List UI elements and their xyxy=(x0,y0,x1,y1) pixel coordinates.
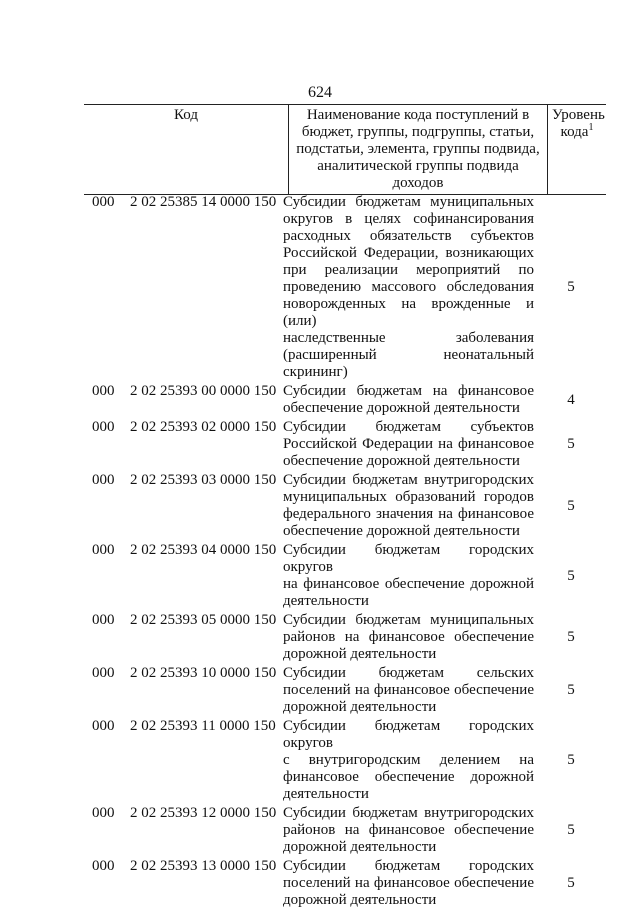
row-code: 2 02 25393 00 0000 150 xyxy=(130,383,277,399)
row-name-line: дорожной деятельности xyxy=(283,699,437,715)
header-name-line: подстатьи, элемента, группы подвида, xyxy=(296,141,540,157)
row-name-line: обеспечение дорожной деятельности xyxy=(283,523,520,539)
row-name-line: новорожденных на врожденные и (или) xyxy=(283,296,534,329)
row-level: 4 xyxy=(567,391,575,408)
row-name-line: (расширенный неонатальный скрининг) xyxy=(283,347,534,380)
row-name-line: Субсидии бюджетам городских округов xyxy=(283,718,534,751)
row-name-line: проведению массового обследования xyxy=(283,279,534,295)
row-level: 5 xyxy=(567,497,575,514)
row-name-line: расходных обязательств субъектов xyxy=(283,228,534,244)
row-name-line: районов на финансовое обеспечение xyxy=(283,822,534,838)
row-name-line: Субсидии бюджетам городских xyxy=(283,858,534,874)
row-name-line: Субсидии бюджетам муниципальных xyxy=(283,194,534,210)
row-prefix: 000 xyxy=(92,383,115,399)
table-header xyxy=(84,104,606,195)
row-name xyxy=(283,858,534,909)
row-name-line: Субсидии бюджетам субъектов xyxy=(283,419,534,435)
row-name-line: деятельности xyxy=(283,786,369,802)
row-code: 2 02 25385 14 0000 150 xyxy=(130,194,277,210)
row-prefix: 000 xyxy=(92,805,115,821)
row-name xyxy=(283,805,534,856)
row-name xyxy=(283,665,534,716)
header-level-line1: Уровень xyxy=(552,107,605,123)
row-name xyxy=(283,612,534,663)
row-level: 5 xyxy=(567,567,575,584)
header-name-line: бюджет, группы, подгруппы, статьи, xyxy=(301,124,535,140)
row-code: 2 02 25393 04 0000 150 xyxy=(130,542,277,558)
table-row xyxy=(0,858,640,909)
table-row xyxy=(0,612,640,663)
row-name-line: дорожной деятельности xyxy=(283,892,437,908)
table-row xyxy=(0,419,640,470)
row-prefix: 000 xyxy=(92,665,115,681)
row-name-line: с внутригородским делением на xyxy=(283,752,534,768)
header-code: Код xyxy=(84,105,289,195)
row-name-line: наследственные заболевания xyxy=(283,330,534,346)
row-code: 2 02 25393 05 0000 150 xyxy=(130,612,277,628)
row-name-line: Российской Федерации на финансовое xyxy=(283,436,534,452)
row-name-line: муниципальных образований городов xyxy=(283,489,534,505)
table-row xyxy=(0,665,640,716)
row-name-line: Российской Федерации, возникающих xyxy=(283,245,534,261)
table-row xyxy=(0,194,640,381)
row-name-line: Субсидии бюджетам на финансовое xyxy=(283,383,534,399)
row-name-line: поселений на финансовое обеспечение xyxy=(283,875,534,891)
row-name xyxy=(283,194,534,381)
row-prefix: 000 xyxy=(92,472,115,488)
row-name-line: федерального значения на финансовое xyxy=(283,506,534,522)
row-name-line: Субсидии бюджетам муниципальных xyxy=(283,612,534,628)
row-name xyxy=(283,542,534,610)
row-level: 5 xyxy=(567,875,575,891)
row-code: 2 02 25393 13 0000 150 xyxy=(130,858,277,874)
row-prefix: 000 xyxy=(92,612,115,628)
row-name-line: дорожной деятельности xyxy=(283,839,437,855)
row-name-line: финансовое обеспечение дорожной xyxy=(283,769,534,785)
row-code: 2 02 25393 10 0000 150 xyxy=(130,665,277,681)
table-row xyxy=(0,383,640,417)
row-name xyxy=(283,718,534,803)
row-name-line: обеспечение дорожной деятельности xyxy=(283,400,520,416)
row-name xyxy=(283,383,534,417)
header-level-line2: кода xyxy=(560,124,589,140)
row-prefix: 000 xyxy=(92,419,115,435)
row-name-line: на финансовое обеспечение дорожной xyxy=(283,576,534,592)
row-level: 5 xyxy=(567,752,575,768)
row-level: 5 xyxy=(567,629,575,645)
row-name-line: дорожной деятельности xyxy=(283,646,437,662)
table-row xyxy=(0,472,640,540)
row-code: 2 02 25393 03 0000 150 xyxy=(130,472,277,488)
row-name-line: деятельности xyxy=(283,593,369,609)
row-level: 5 xyxy=(567,822,575,838)
row-name-line: поселений на финансовое обеспечение xyxy=(283,682,534,698)
row-prefix: 000 xyxy=(92,194,115,210)
row-name-line: Субсидии бюджетам внутригородских xyxy=(283,472,534,488)
row-name-line: Субсидии бюджетам внутригородских xyxy=(283,805,534,821)
row-name-line: районов на финансовое обеспечение xyxy=(283,629,534,645)
table-row xyxy=(0,805,640,856)
row-prefix: 000 xyxy=(92,718,115,734)
table-row xyxy=(0,718,640,803)
table-row xyxy=(0,542,640,610)
row-name xyxy=(283,472,534,540)
row-name-line: обеспечение дорожной деятельности xyxy=(283,453,520,469)
row-code: 2 02 25393 12 0000 150 xyxy=(130,805,277,821)
row-prefix: 000 xyxy=(92,858,115,874)
header-level xyxy=(548,105,607,195)
page-number: 624 xyxy=(308,84,332,101)
row-code: 2 02 25393 11 0000 150 xyxy=(130,718,276,734)
table-body xyxy=(0,194,640,911)
row-level: 5 xyxy=(567,436,575,452)
row-level: 5 xyxy=(567,682,575,698)
row-name xyxy=(283,419,534,470)
header-name-line: Наименование кода поступлений в xyxy=(306,107,530,123)
row-prefix: 000 xyxy=(92,542,115,558)
row-name-line: при реализации мероприятий по xyxy=(283,262,534,278)
header-name xyxy=(289,105,548,195)
row-name-line: Субсидии бюджетам городских округов xyxy=(283,542,534,575)
header-name-line: аналитической группы подвида доходов xyxy=(317,158,519,191)
row-name-line: округов в целях софинансирования xyxy=(283,211,534,227)
row-code: 2 02 25393 02 0000 150 xyxy=(130,419,277,435)
header-level-footnote: 1 xyxy=(588,122,594,133)
row-name-line: Субсидии бюджетам сельских xyxy=(283,665,534,681)
row-level: 5 xyxy=(567,279,575,295)
